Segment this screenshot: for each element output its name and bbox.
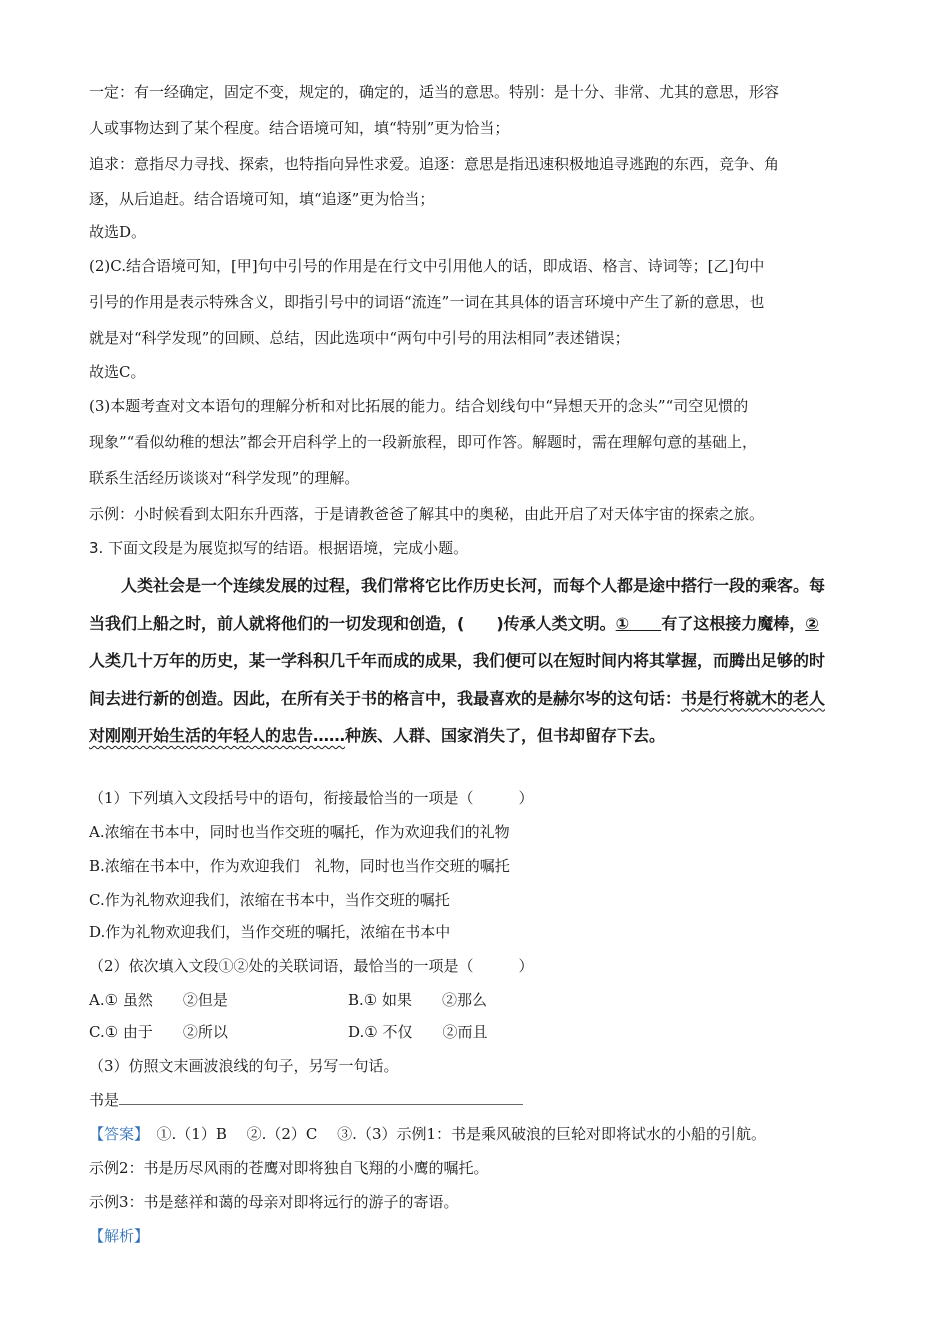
answer-block: 【答案】 ①.（1）B ②.（2）C ③.（3）示例1：书是乘风破浪的巨轮对即将试水的小船的引航。 [89,1125,767,1143]
text-line: 联系生活经历谈谈对“科学发现”的理解。 [89,469,360,487]
text-line: 引号的作用是表示特殊含义，即指引号中的词语“流连”一词在其具体的语言环境中产生了新的意思，也 [89,293,765,311]
option-c: C.① 由于 ②所以 [89,1023,228,1041]
passage-line: 人类社会是一个连续发展的过程，我们常将它比作历史长河，而每个人都是途中搭行一段的乘客。每 [121,576,826,595]
passage-line: 当我们上船之时，前人就将他们的一切发现和创造，( )传承人类文明。① 有了这根接力魔棒，② [89,613,819,633]
text-line: 逐，从后追赶。结合语境可知，填“追逐”更为恰当； [89,190,435,208]
text-line: (2)C.结合语境可知，[甲]句中引号的作用是在行文中引用他人的话，即成语、格言、诗词等；[乙]句中 [89,257,765,275]
passage-line: 间去进行新的创造。因此，在所有关于书的格言中，我最喜欢的是赫尔岑的这句话：书是行将就木的老人 [89,688,826,708]
blank-1: ① [615,613,662,633]
text-line: 故选D。 [89,223,147,241]
wavy-underlined-quote: 对刚刚开始生活的年轻人的忠告…… [89,726,346,745]
option-c: C.作为礼物欢迎我们，浓缩在书本中，当作交班的嘱托 [89,891,450,909]
text-line: 故选C。 [89,363,146,381]
text-line: 现象”“看似幼稚的想法”都会开启科学上的一段新旅程，即可作答。解题时，需在理解句意的基础上， [89,433,758,451]
option-a: A.① 虽然 ②但是 [89,991,228,1009]
option-d: D.作为礼物欢迎我们，当作交班的嘱托，浓缩在书本中 [89,923,451,941]
sub-question-3: （3）仿照文末画波浪线的句子，另写一句话。 [89,1057,399,1075]
option-a: A.浓缩在书本中，同时也当作交班的嘱托，作为欢迎我们的礼物 [89,823,510,841]
analysis-tag: 【解析】 [89,1227,150,1245]
sub-question-1: （1）下列填入文段括号中的语句，衔接最恰当的一项是（ ） [89,789,534,807]
text-line: 人或事物达到了某个程度。结合语境可知，填“特别”更为恰当； [89,119,510,137]
question-3-title: 3. 下面文段是为展览拟写的结语。根据语境，完成小题。 [89,539,469,557]
question-3-passage [89,567,864,755]
text-line: 就是对“科学发现”的回顾、总结，因此选项中“两句中引号的用法相同”表述错误； [89,329,630,347]
wavy-underlined-quote: 书是行将就木的老人 [681,688,826,708]
text-line: 示例：小时候看到太阳东升西落，于是请教爸爸了解其中的奥秘，由此开启了对天体宇宙的探索之旅。 [89,505,765,523]
answer-example-3: 示例3：书是慈祥和蔼的母亲对即将远行的游子的寄语。 [89,1193,459,1211]
option-d: D.① 不仅 ②而且 [348,1023,488,1041]
text-line: 一定：有一经确定，固定不变，规定的，确定的，适当的意思。特别：是十分、非常、尤其的意思，形容 [89,83,780,101]
blank-2: ② [805,613,819,633]
option-row [89,1022,488,1042]
passage-line: 人类几十万年的历史，某一学科积几千年而成的成果，我们便可以在短时间内将其掌握，而腾出足够的时 [89,651,826,670]
answer-tag: 【答案】 [89,1125,142,1143]
passage-line: 对刚刚开始生活的年轻人的忠告……种族、人群、国家消失了，但书却留存下去。 [89,726,666,745]
option-b: B.① 如果 ②那么 [348,991,488,1009]
option-b: B.浓缩在书本中，作为欢迎我们 礼物，同时也当作交班的嘱托 [89,857,510,875]
text-line: (3)本题考查对文本语句的理解分析和对比拓展的能力。结合划线句中“异想天开的念头”“司空见惯的 [89,397,749,415]
option-row [89,990,488,1010]
writing-blank [119,1090,523,1105]
sub-question-2: （2）依次填入文段①②处的关联词语，最恰当的一项是（ ） [89,957,534,975]
answer-line: 书是 [89,1090,523,1110]
answer-example-2: 示例2：书是历尽风雨的苍鹰对即将独自飞翔的小鹰的嘱托。 [89,1159,489,1177]
text-line: 追求：意指尽力寻找、探索，也特指向异性求爱。追逐：意思是指迅速积极地追寻逃跑的东西，竞争、角 [89,155,780,173]
